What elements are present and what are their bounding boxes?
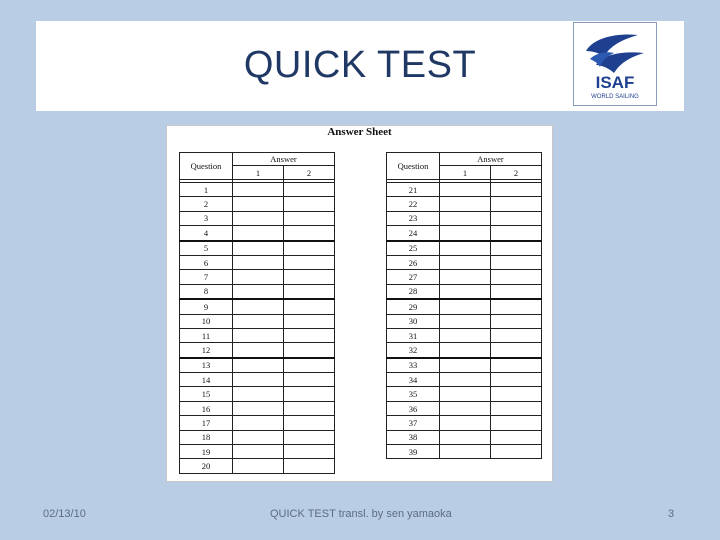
answer-cell-2[interactable] <box>284 183 335 197</box>
answer-cell-1[interactable] <box>440 314 491 328</box>
answer-cell-1[interactable] <box>233 430 284 444</box>
question-number: 7 <box>180 270 233 284</box>
answer-cell-1[interactable] <box>233 416 284 430</box>
answer-row <box>180 459 335 473</box>
answer-cell-1[interactable] <box>440 343 491 358</box>
answer-cell-2[interactable] <box>491 343 542 358</box>
answer-row <box>387 299 542 314</box>
answer-cell-2[interactable] <box>284 416 335 430</box>
answer-cell-1[interactable] <box>233 445 284 459</box>
answer-cell-2[interactable] <box>284 197 335 211</box>
answer-cell-2[interactable] <box>491 328 542 342</box>
question-number: 15 <box>180 387 233 401</box>
answer-row <box>180 270 335 284</box>
answer-cell-1[interactable] <box>233 183 284 197</box>
answer-row <box>180 284 335 299</box>
answer-cell-1[interactable] <box>233 299 284 314</box>
answer-cell-1[interactable] <box>440 183 491 197</box>
answer-col-2-header: 2 <box>491 166 542 180</box>
question-number: 37 <box>387 416 440 430</box>
answer-cell-2[interactable] <box>284 387 335 401</box>
answer-row <box>180 401 335 415</box>
answer-cell-2[interactable] <box>491 299 542 314</box>
answer-row <box>387 445 542 459</box>
question-number: 13 <box>180 358 233 373</box>
answer-row <box>387 328 542 342</box>
question-number: 14 <box>180 373 233 387</box>
logo-subtext: WORLD SAILING <box>591 94 639 100</box>
answer-row <box>180 197 335 211</box>
answer-cell-1[interactable] <box>440 416 491 430</box>
answer-col-2-header: 2 <box>284 166 335 180</box>
answer-row <box>387 343 542 358</box>
answer-row <box>387 183 542 197</box>
question-number: 21 <box>387 183 440 197</box>
answer-cell-1[interactable] <box>440 270 491 284</box>
answer-cell-1[interactable] <box>233 314 284 328</box>
answer-row <box>180 343 335 358</box>
answer-col-1-header: 1 <box>440 166 491 180</box>
answer-cell-2[interactable] <box>284 211 335 225</box>
question-header: Question <box>180 153 233 180</box>
question-number: 10 <box>180 314 233 328</box>
question-number: 9 <box>180 299 233 314</box>
answer-row <box>180 387 335 401</box>
answer-cell-1[interactable] <box>233 211 284 225</box>
answer-row <box>180 211 335 225</box>
answer-cell-1[interactable] <box>440 430 491 444</box>
question-number: 34 <box>387 373 440 387</box>
answer-cell-1[interactable] <box>233 226 284 241</box>
answer-cell-2[interactable] <box>284 299 335 314</box>
answer-cell-1[interactable] <box>233 387 284 401</box>
answer-cell-1[interactable] <box>440 299 491 314</box>
answer-cell-2[interactable] <box>284 328 335 342</box>
answer-cell-2[interactable] <box>491 430 542 444</box>
answer-cell-2[interactable] <box>491 211 542 225</box>
answer-row <box>387 226 542 241</box>
answer-cell-1[interactable] <box>440 255 491 269</box>
answer-cell-1[interactable] <box>440 211 491 225</box>
question-number: 4 <box>180 226 233 241</box>
logo-text: ISAF <box>595 73 635 92</box>
answer-cell-2[interactable] <box>491 387 542 401</box>
question-number: 19 <box>180 445 233 459</box>
question-number: 20 <box>180 459 233 473</box>
question-number: 26 <box>387 255 440 269</box>
answer-cell-2[interactable] <box>491 314 542 328</box>
answer-col-1-header: 1 <box>233 166 284 180</box>
question-number: 25 <box>387 241 440 256</box>
answer-row <box>387 241 542 256</box>
slide-title: QUICK TEST <box>243 44 477 86</box>
answer-cell-2[interactable] <box>491 401 542 415</box>
answer-cell-1[interactable] <box>440 387 491 401</box>
answer-row <box>180 445 335 459</box>
answer-cell-1[interactable] <box>440 241 491 256</box>
answer-cell-2[interactable] <box>491 241 542 256</box>
answer-cell-2[interactable] <box>284 430 335 444</box>
question-number: 8 <box>180 284 233 299</box>
answer-cell-2[interactable] <box>491 226 542 241</box>
answer-cell-2[interactable] <box>284 459 335 473</box>
answer-cell-2[interactable] <box>284 284 335 299</box>
question-number: 38 <box>387 430 440 444</box>
answer-cell-2[interactable] <box>284 373 335 387</box>
answer-cell-2[interactable] <box>284 401 335 415</box>
question-number: 24 <box>387 226 440 241</box>
answer-cell-2[interactable] <box>284 255 335 269</box>
answer-sheet <box>166 125 553 482</box>
question-number: 31 <box>387 328 440 342</box>
answer-cell-2[interactable] <box>284 226 335 241</box>
answer-cell-1[interactable] <box>440 284 491 299</box>
answer-cell-1[interactable] <box>440 401 491 415</box>
answer-cell-1[interactable] <box>233 373 284 387</box>
answer-cell-2[interactable] <box>491 373 542 387</box>
answer-row <box>180 328 335 342</box>
footer-date: 02/13/10 <box>43 508 86 520</box>
answer-cell-1[interactable] <box>233 255 284 269</box>
answer-row <box>180 314 335 328</box>
answer-header: Answer <box>440 153 542 166</box>
answer-row <box>387 255 542 269</box>
answer-row <box>387 373 542 387</box>
answer-cell-2[interactable] <box>491 197 542 211</box>
answer-cell-1[interactable] <box>440 226 491 241</box>
question-number: 3 <box>180 211 233 225</box>
answer-cell-2[interactable] <box>491 358 542 373</box>
answer-row <box>387 314 542 328</box>
answer-cell-1[interactable] <box>233 401 284 415</box>
question-number: 2 <box>180 197 233 211</box>
question-number: 36 <box>387 401 440 415</box>
answer-cell-1[interactable] <box>440 328 491 342</box>
question-number: 22 <box>387 197 440 211</box>
answer-table-left <box>179 152 335 474</box>
answer-cell-1[interactable] <box>440 197 491 211</box>
page-number: 3 <box>668 508 675 520</box>
question-number: 23 <box>387 211 440 225</box>
answer-cell-2[interactable] <box>284 358 335 373</box>
question-number: 17 <box>180 416 233 430</box>
answer-cell-2[interactable] <box>491 445 542 459</box>
answer-cell-1[interactable] <box>233 197 284 211</box>
answer-cell-2[interactable] <box>491 183 542 197</box>
answer-table-right <box>386 152 542 459</box>
question-number: 32 <box>387 343 440 358</box>
question-number: 1 <box>180 183 233 197</box>
answer-cell-1[interactable] <box>233 459 284 473</box>
answer-row <box>180 255 335 269</box>
question-number: 18 <box>180 430 233 444</box>
answer-row <box>387 387 542 401</box>
answer-cell-2[interactable] <box>284 314 335 328</box>
question-number: 27 <box>387 270 440 284</box>
answer-cell-1[interactable] <box>233 358 284 373</box>
answer-row <box>180 299 335 314</box>
answer-cell-1[interactable] <box>233 328 284 342</box>
answer-sheet-title: Answer Sheet <box>327 126 392 138</box>
question-number: 12 <box>180 343 233 358</box>
answer-row <box>180 373 335 387</box>
answer-row <box>180 226 335 241</box>
answer-cell-1[interactable] <box>440 445 491 459</box>
question-number: 30 <box>387 314 440 328</box>
question-number: 5 <box>180 241 233 256</box>
question-number: 39 <box>387 445 440 459</box>
answer-cell-1[interactable] <box>233 343 284 358</box>
question-number: 29 <box>387 299 440 314</box>
answer-row <box>387 211 542 225</box>
answer-header: Answer <box>233 153 335 166</box>
answer-cell-2[interactable] <box>284 343 335 358</box>
answer-row <box>387 284 542 299</box>
answer-cell-1[interactable] <box>233 241 284 256</box>
answer-row <box>387 197 542 211</box>
answer-cell-1[interactable] <box>440 358 491 373</box>
answer-row <box>180 416 335 430</box>
answer-cell-2[interactable] <box>491 284 542 299</box>
answer-row <box>387 430 542 444</box>
answer-row <box>387 416 542 430</box>
question-number: 35 <box>387 387 440 401</box>
answer-cell-1[interactable] <box>233 284 284 299</box>
answer-cell-1[interactable] <box>233 270 284 284</box>
answer-row <box>180 430 335 444</box>
question-number: 16 <box>180 401 233 415</box>
question-number: 28 <box>387 284 440 299</box>
question-number: 11 <box>180 328 233 342</box>
answer-row <box>180 358 335 373</box>
question-number: 6 <box>180 255 233 269</box>
answer-row <box>387 401 542 415</box>
isaf-logo <box>573 22 657 106</box>
answer-cell-2[interactable] <box>284 445 335 459</box>
answer-cell-2[interactable] <box>491 255 542 269</box>
answer-row <box>387 358 542 373</box>
answer-cell-2[interactable] <box>284 241 335 256</box>
question-number: 33 <box>387 358 440 373</box>
answer-cell-2[interactable] <box>491 270 542 284</box>
answer-row <box>180 183 335 197</box>
answer-cell-1[interactable] <box>440 373 491 387</box>
question-header: Question <box>387 153 440 180</box>
answer-cell-2[interactable] <box>284 270 335 284</box>
answer-cell-2[interactable] <box>491 416 542 430</box>
footer-center-text: QUICK TEST transl. by sen yamaoka <box>270 508 452 520</box>
answer-row <box>180 241 335 256</box>
answer-row <box>387 270 542 284</box>
